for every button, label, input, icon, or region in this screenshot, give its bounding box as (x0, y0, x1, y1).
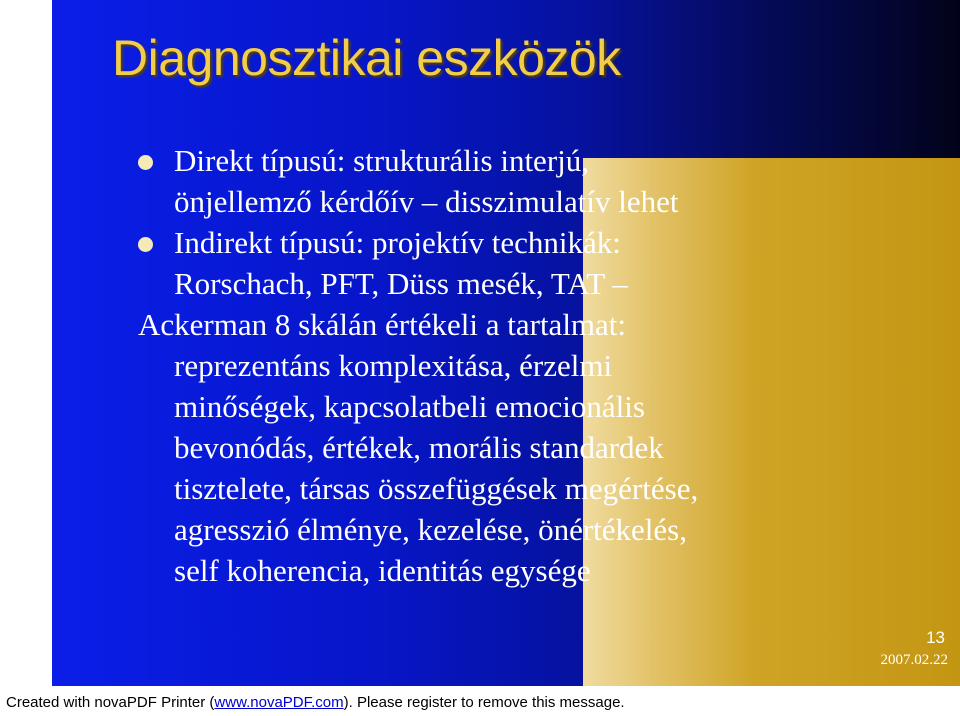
slide-content (138, 140, 878, 591)
bullet-line: Direkt típusú: strukturális interjú, (174, 143, 590, 178)
paragraph-line: tisztelete, társas összefüggések megértése, (174, 471, 699, 506)
novapdf-link[interactable]: www.novaPDF.com (214, 694, 344, 711)
watermark-footer (6, 694, 625, 711)
paragraph-line: reprezentáns komplexitása, érzelmi (174, 348, 613, 383)
bullet-line: önjellemző kérdőív – disszimulatív lehet (174, 184, 679, 219)
footer-prefix: Created with novaPDF Printer ( (6, 694, 215, 711)
bullet-dot-icon (138, 155, 153, 170)
slide-title: Diagnosztikai eszközök (112, 30, 621, 86)
bullet-list (138, 140, 878, 304)
paragraph-line: self koherencia, identitás egysége (174, 553, 591, 588)
bullet-item (138, 222, 878, 304)
description-paragraph (138, 304, 878, 591)
footer-suffix: ). Please register to remove this message. (343, 694, 625, 711)
bullet-dot-icon (138, 237, 153, 252)
page-number: 13 (926, 628, 945, 647)
paragraph-line: Ackerman 8 skálán értékeli a tartalmat: (138, 307, 627, 342)
bullet-line: Indirekt típusú: projektív technikák: (174, 225, 621, 260)
paragraph-line: bevonódás, értékek, morális standardek (174, 430, 664, 465)
paragraph-line: agresszió élménye, kezelése, önértékelés, (174, 512, 687, 547)
paragraph-line: minőségek, kapcsolatbeli emocionális (174, 389, 645, 424)
bullet-line: Rorschach, PFT, Düss mesék, TAT – (174, 266, 628, 301)
bullet-item (138, 140, 878, 222)
slide-date: 2007.02.22 (880, 652, 948, 668)
